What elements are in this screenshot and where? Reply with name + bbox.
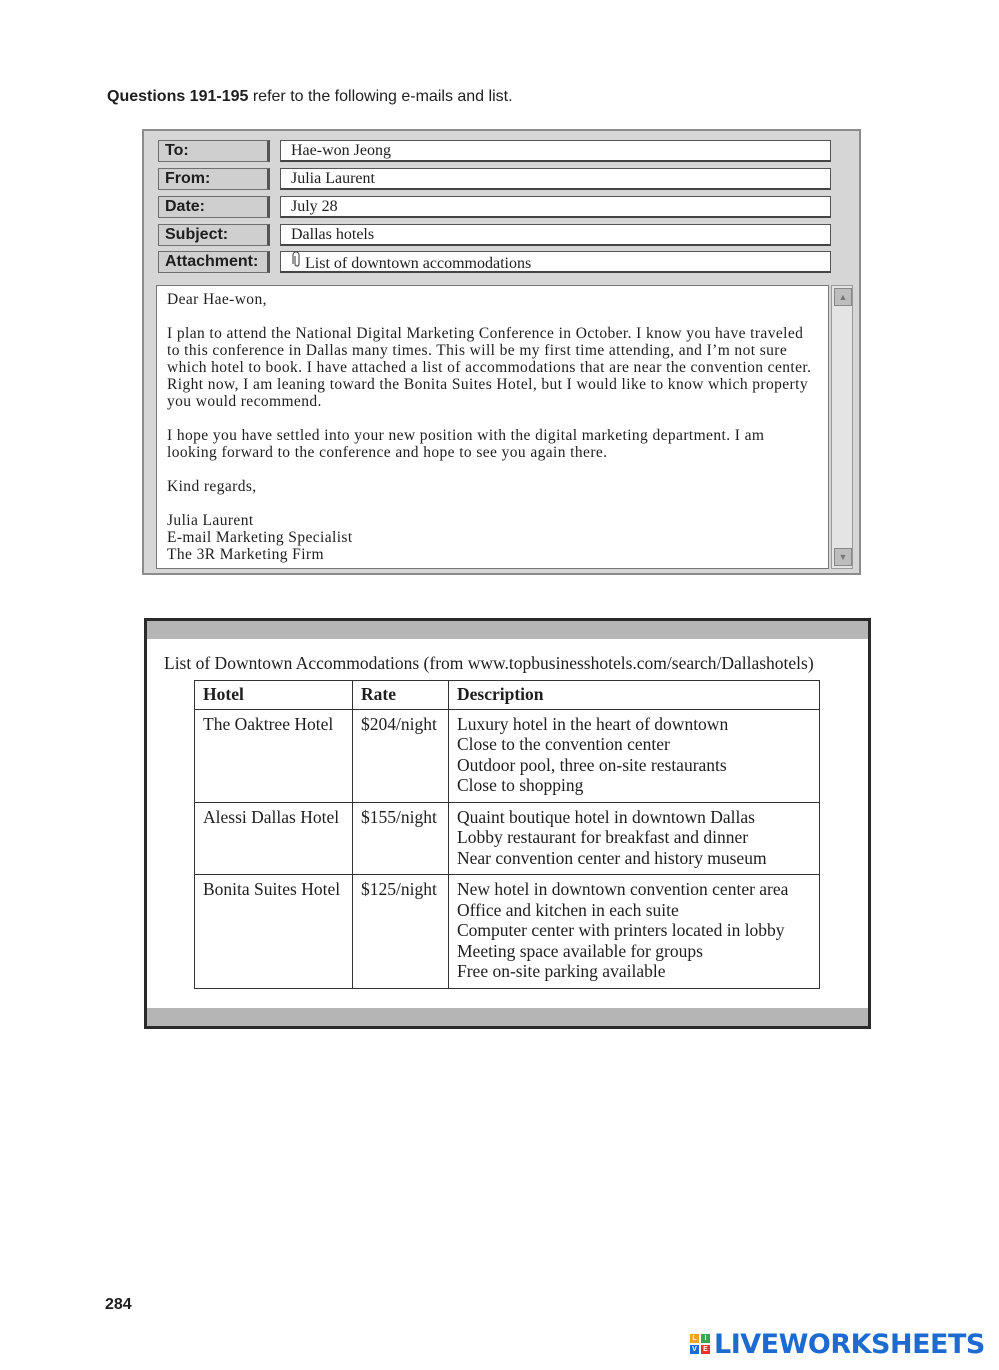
email-paragraph-2: I hope you have settled into your new position with the digital marketing department. I am looking forward to the conference and hope to see you again there. [167, 427, 765, 461]
hotel-rate: $125/night [353, 875, 449, 989]
questions-intro [107, 88, 513, 106]
signature-name: Julia Laurent [167, 512, 254, 529]
subject-field[interactable]: Dallas hotels [280, 224, 831, 246]
hotel-description [449, 875, 820, 989]
from-field[interactable]: Julia Laurent [280, 168, 831, 190]
hotel-name: Bonita Suites Hotel [195, 875, 353, 989]
attachment-name: List of downtown accommodations [305, 255, 532, 272]
hotel-description [449, 802, 820, 875]
description-line: Luxury hotel in the heart of downtown [457, 713, 729, 734]
list-top-bar [147, 621, 868, 639]
questions-intro-text: refer to the following e-mails and list. [248, 88, 513, 105]
description-line: Computer center with printers located in lobby [457, 920, 785, 940]
description-line: New hotel in downtown convention center area [457, 879, 789, 899]
description-line: Close to shopping [457, 775, 584, 795]
email-signature [167, 512, 818, 563]
paperclip-icon [291, 252, 303, 268]
attachment-field[interactable] [280, 251, 831, 273]
from-label: From: [158, 168, 270, 190]
description-line: Free on-site parking available [457, 961, 666, 981]
hotel-name: Alessi Dallas Hotel [195, 802, 353, 875]
logo-text: LIVEWORKSHEETS [714, 1328, 985, 1360]
email-closing: Kind regards, [167, 478, 257, 495]
hotels-table [194, 680, 820, 989]
logo-tile: I [701, 1334, 710, 1343]
scroll-down-icon[interactable]: ▼ [834, 548, 852, 566]
list-bottom-bar [147, 1008, 868, 1026]
table-row [195, 709, 820, 802]
email-greeting: Dear Hae-won, [167, 291, 267, 308]
description-line: Office and kitchen in each suite [457, 899, 679, 920]
logo-tile: V [690, 1345, 699, 1354]
email-scrollbar[interactable] [831, 285, 853, 569]
hotel-description [449, 709, 820, 802]
description-line: Close to the convention center [457, 734, 670, 754]
hotel-name: The Oaktree Hotel [195, 709, 353, 802]
description-line: Outdoor pool, three on-site restaurants [457, 754, 727, 775]
column-header-description: Description [449, 681, 820, 710]
description-line: Lobby restaurant for breakfast and dinner [457, 827, 749, 847]
signature-title: E-mail Marketing Specialist [167, 529, 353, 546]
to-field[interactable]: Hae-won Jeong [280, 140, 831, 162]
signature-company: The 3R Marketing Firm [167, 546, 324, 563]
hotel-rate: $204/night [353, 709, 449, 802]
column-header-hotel: Hotel [195, 681, 353, 710]
accommodations-list [144, 618, 871, 1029]
to-label: To: [158, 140, 270, 162]
table-row [195, 802, 820, 875]
description-line: Quaint boutique hotel in downtown Dallas [457, 806, 755, 827]
date-label: Date: [158, 196, 270, 218]
logo-tile: E [701, 1345, 710, 1354]
scroll-up-icon[interactable]: ▲ [834, 288, 852, 306]
questions-range: Questions 191-195 [107, 88, 249, 105]
logo-tiles-icon [690, 1334, 710, 1354]
hotel-rate: $155/night [353, 802, 449, 875]
table-header-row [195, 681, 820, 710]
column-header-rate: Rate [353, 681, 449, 710]
description-line: Near convention center and history museum [457, 847, 767, 868]
email-paragraph-1: I plan to attend the National Digital Marketing Conference in October. I know you have traveled to this conference in Dallas many times. This will be my first time attending, and I’m not sure which hotel to book. I have attached a list of accommodations that are near the convention center. Right now, I am leaning toward the Bonita Suites Hotel, but I would like to know which property you would recommend. [167, 325, 812, 410]
liveworksheets-logo[interactable] [690, 1328, 985, 1360]
table-row [195, 875, 820, 989]
list-title: List of Downtown Accommodations (from www.topbusinesshotels.com/search/Dallashotels) [164, 653, 814, 673]
page-number: 284 [105, 1296, 132, 1313]
date-field[interactable]: July 28 [280, 196, 831, 218]
subject-label: Subject: [158, 224, 270, 246]
attachment-label: Attachment: [158, 251, 270, 273]
email-window [142, 129, 861, 575]
logo-tile: L [690, 1334, 699, 1343]
description-line: Meeting space available for groups [457, 940, 703, 961]
email-body [156, 285, 829, 569]
